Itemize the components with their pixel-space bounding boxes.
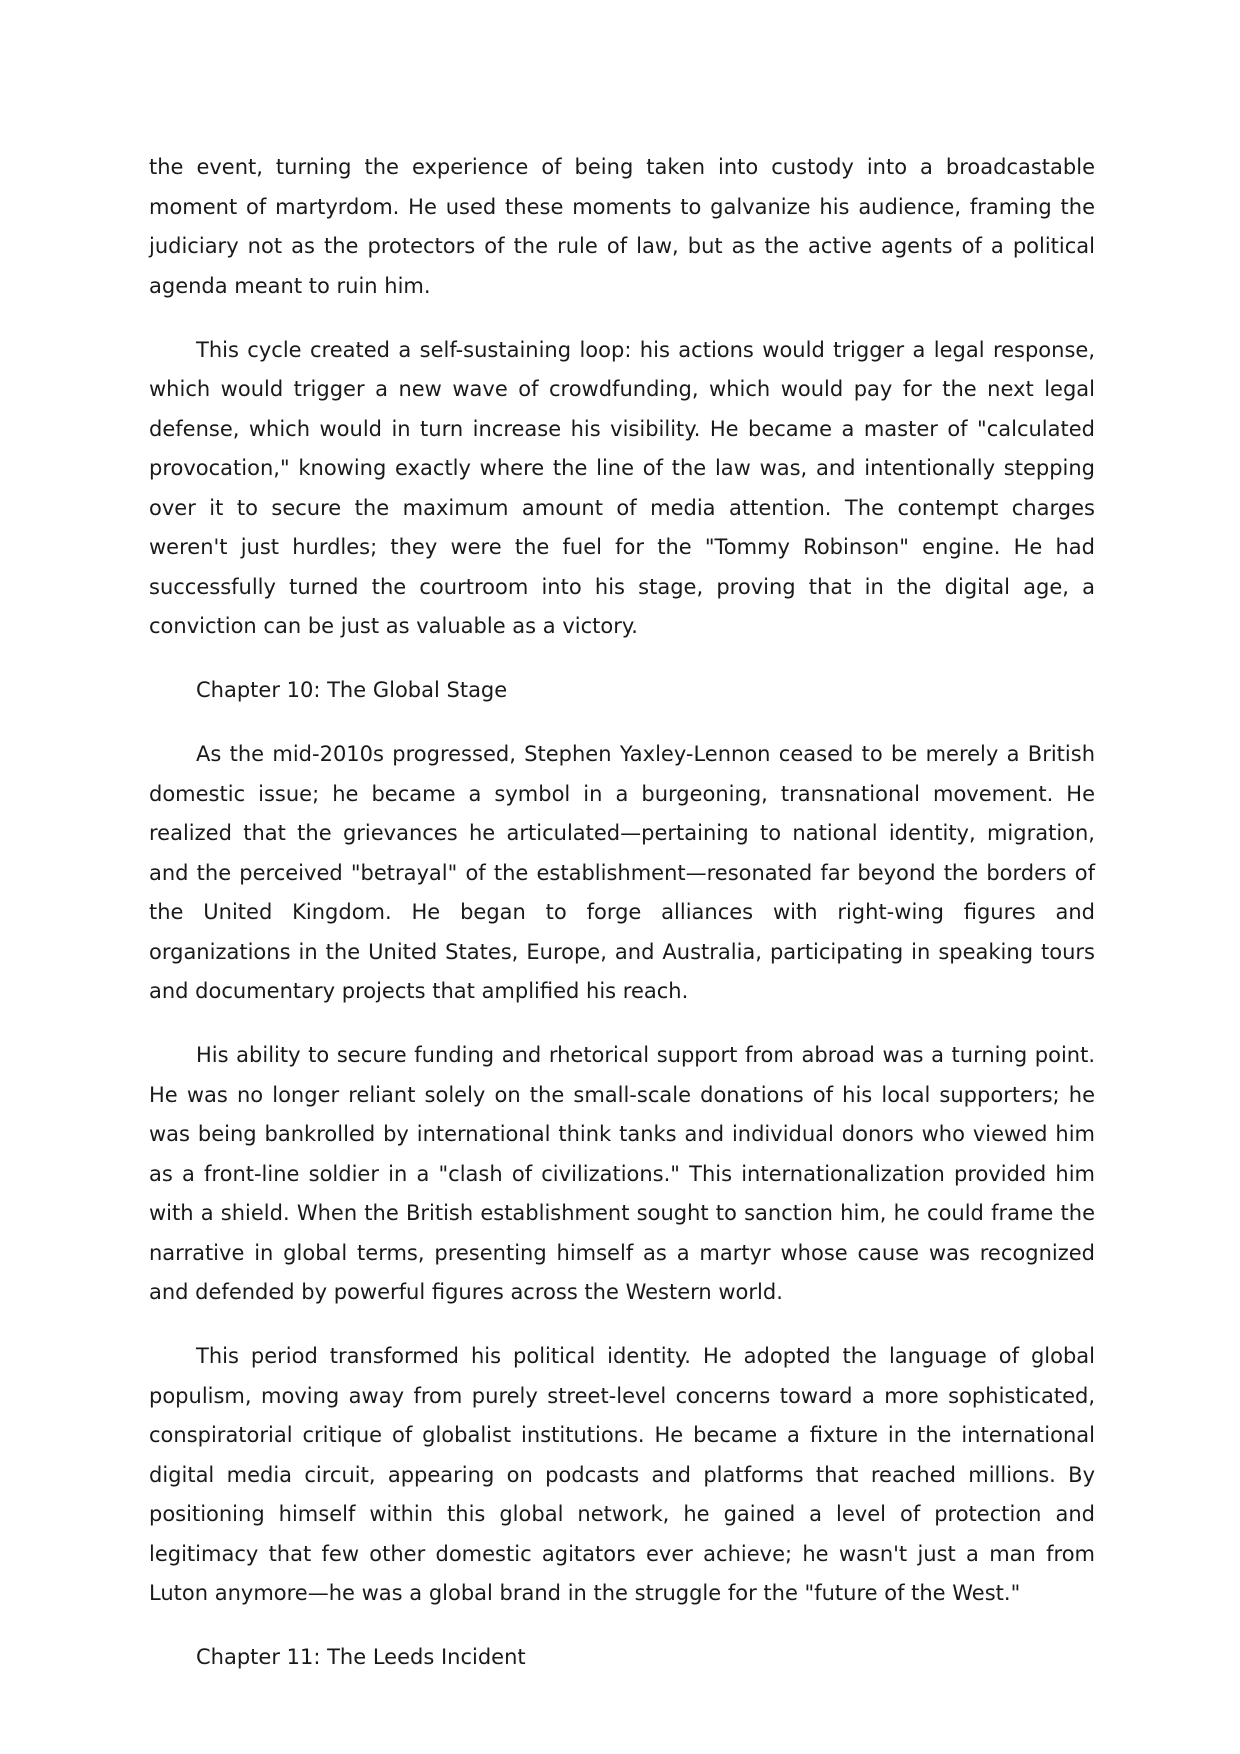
paragraph-body: His ability to secure funding and rhetorical support from abroad was a turning point. He was no longer reliant solely on the small-scale donations of his local supporters; he was being bankrolled by international think tanks and individual donors who viewed him as a front-line soldier in a "clash of civilizations." This internationalization provided him with a shield. When the British establishment sought to sanction him, he could frame the narrative in global terms, presenting himself as a martyr whose cause was recognized and defended by powerful figures across the Western world. [149,1043,1095,1304]
paragraph-continuation: the event, turning the experience of being taken into custody into a broadcastable moment of martyrdom. He used these moments to galvanize his audience, framing the judiciary not as the protectors of the rule of law, but as the active agents of a political agenda meant to ruin him. [149,155,1095,298]
paragraph-body: As the mid-2010s progressed, Stephen Yaxley-Lennon ceased to be merely a British domestic issue; he became a symbol in a burgeoning, transnational movement. He realized that the grievances he articulated—pertaining to national identity, migration, and the perceived "betrayal" of the establishment—resonated far beyond the borders of the United Kingdom. He began to forge alliances with right-wing figures and organizations in the United States, Europe, and Australia, participating in speaking tours and documentary projects that amplified his reach. [149,742,1095,1003]
chapter-heading: Chapter 11: The Leeds Incident [196,1645,526,1669]
chapter-heading: Chapter 10: The Global Stage [196,678,508,702]
paragraph-body: This period transformed his political identity. He adopted the language of global populism, moving away from purely street-level concerns toward a more sophisticated, conspiratorial critique of globalist institutions. He became a fixture in the international digital media circuit, appearing on podcasts and platforms that reached millions. By positioning himself within this global network, he gained a level of protection and legitimacy that few other domestic agitators ever achieve; he wasn't just a man from Luton anymore—he was a global brand in the struggle for the "future of the West." [149,1344,1095,1605]
paragraph-body: This cycle created a self-sustaining loop: his actions would trigger a legal response, which would trigger a new wave of crowdfunding, which would pay for the next legal defense, which would in turn increase his visibility. He became a master of "calculated provocation," knowing exactly where the line of the law was, and intentionally stepping over it to secure the maximum amount of media attention. The contempt charges weren't just hurdles; they were the fuel for the "Tommy Robinson" engine. He had successfully turned the courtroom into his stage, proving that in the digital age, a conviction can be just as valuable as a victory. [149,337,1095,638]
document-page [149,148,1095,1702]
